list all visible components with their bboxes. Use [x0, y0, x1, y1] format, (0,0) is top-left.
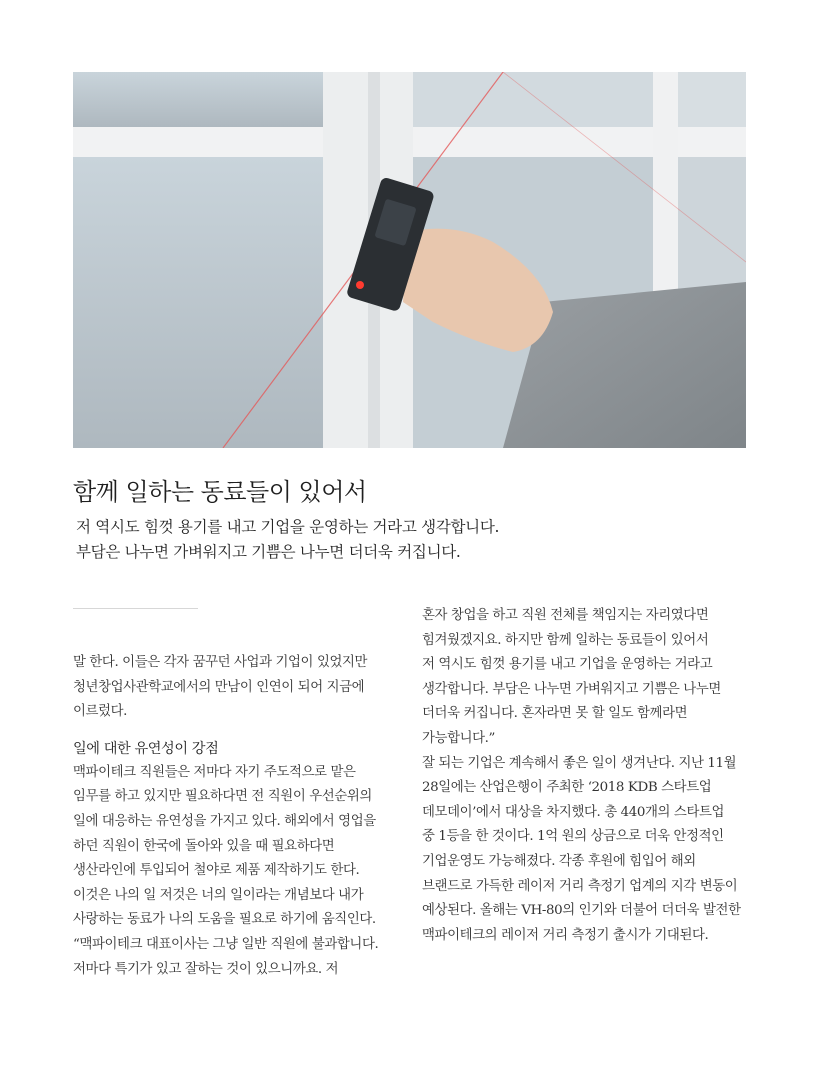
body-line: 브랜드로 가득한 레이저 거리 측정기 업계의 지각 변동이 [422, 878, 738, 894]
right-column [422, 604, 762, 948]
body-line: 말 한다. 이들은 각자 꿈꾸던 사업과 기업이 있었지만 [73, 655, 368, 670]
body-line: 생각합니다. 부담은 나누면 가벼워지고 기쁨은 나누면 [422, 681, 721, 697]
divider [73, 608, 198, 609]
body-line: 잘 되는 기업은 계속해서 좋은 일이 생겨난다. 지난 11월 [422, 755, 737, 771]
body-line: “맥파이테크 대표이사는 그냥 일반 직원에 불과합니다. [73, 936, 379, 952]
left-column [73, 651, 413, 982]
body-line: 더더욱 커집니다. 혼자라면 못 할 일도 함께라면 [422, 706, 688, 722]
body-line: 데모데이’에서 대상을 차지했다. 총 440개의 스타트업 [422, 804, 725, 820]
section-title: 일에 대한 유연성이 강점 [73, 740, 219, 757]
body-line: 사랑하는 동료가 나의 도움을 필요로 하기에 움직인다. [73, 912, 376, 928]
body-line: 맥파이테크의 레이저 거리 측정기 출시가 기대된다. [422, 927, 709, 943]
body-line: 생산라인에 투입되어 철야로 제품 제작하기도 한다. [73, 863, 360, 879]
article-subheadline-line-1: 저 역시도 힘껏 용기를 내고 기업을 운영하는 거라고 생각합니다. [76, 518, 500, 536]
body-line: 맥파이테크 직원들은 저마다 자기 주도적으로 맡은 [73, 764, 356, 780]
body-line: 이르렀다. [73, 704, 127, 720]
body-line: 기업운영도 가능해졌다. 각종 후원에 힘입어 해외 [422, 853, 696, 869]
article-headline: 함께 일하는 동료들이 있어서 [73, 478, 367, 506]
laser-distance-meter-photo-icon [73, 72, 746, 448]
article-subheadline-line-2: 부담은 나누면 가벼워지고 기쁨은 나누면 더더욱 커집니다. [76, 543, 461, 561]
body-line: 하던 직원이 한국에 돌아와 있을 때 필요하다면 [73, 838, 335, 854]
body-line: 임무를 하고 있지만 필요하다면 전 직원이 우선순위의 [73, 789, 372, 805]
body-line: 예상된다. 올해는 VH-80의 인기와 더불어 더더욱 발전한 [422, 903, 741, 919]
body-line: 일에 대응하는 유연성을 가지고 있다. 해외에서 영업을 [73, 813, 376, 829]
body-line: 저 역시도 힘껏 용기를 내고 기업을 운영하는 거라고 [422, 657, 713, 673]
body-line: 혼자 창업을 하고 직원 전체를 책임지는 자리였다면 [422, 608, 709, 623]
body-line: 청년창업사관학교에서의 만남이 인연이 되어 지금에 [73, 679, 365, 695]
body-line: 28일에는 산업은행이 주최한 ‘2018 KDB 스타트업 [422, 780, 712, 796]
body-line: 이것은 나의 일 저것은 너의 일이라는 개념보다 내가 [73, 887, 364, 903]
article-photo [73, 72, 746, 448]
body-line: 가능합니다.” [422, 730, 495, 746]
body-line: 중 1등을 한 것이다. 1억 원의 상금으로 더욱 안정적인 [422, 829, 724, 845]
body-line: 힘겨웠겠지요. 하지만 함께 일하는 동료들이 있어서 [422, 632, 709, 648]
body-line: 저마다 특기가 있고 잘하는 것이 있으니까요. 저 [73, 961, 339, 977]
